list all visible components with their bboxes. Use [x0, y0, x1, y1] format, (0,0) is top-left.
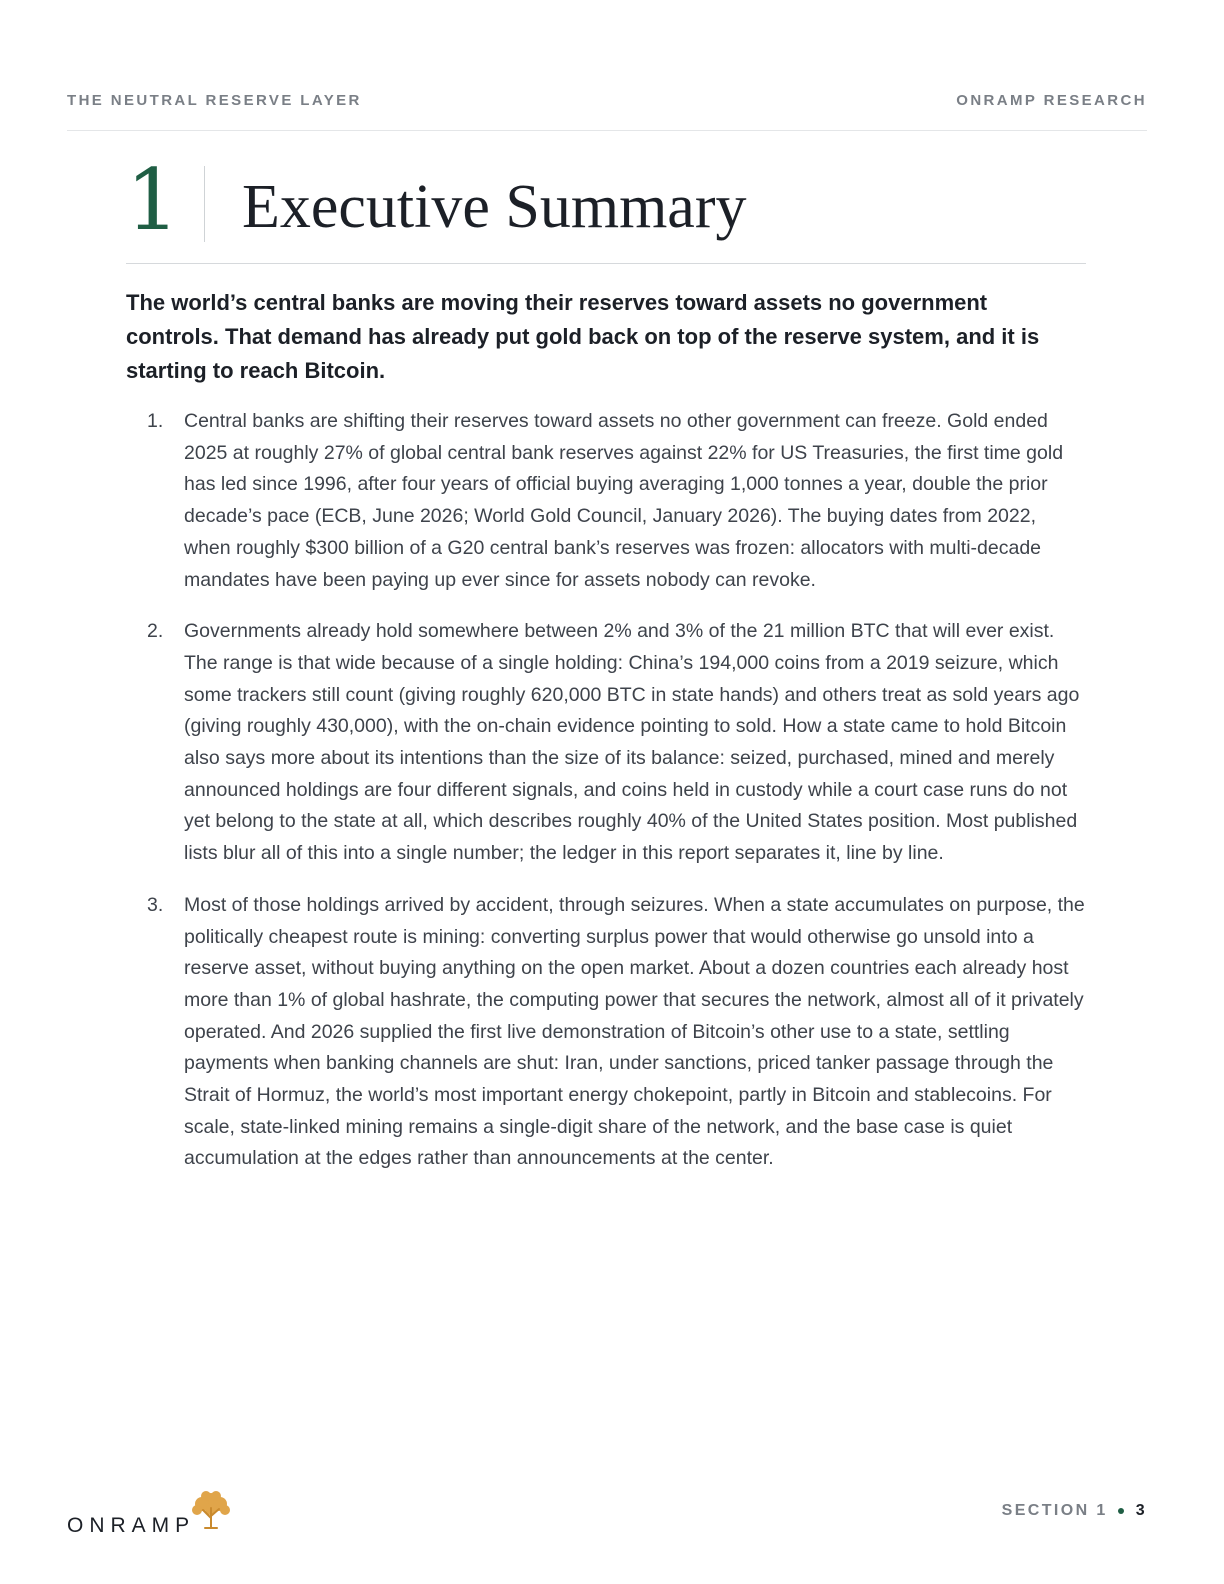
- publisher-name: ONRAMP RESEARCH: [956, 92, 1147, 109]
- running-header: [67, 92, 1147, 109]
- page-number: 3: [1135, 1502, 1147, 1519]
- list-item-number: 3.: [147, 893, 164, 916]
- page-footer: [1002, 1502, 1147, 1520]
- list-item-text: Most of those holdings arrived by accident, through seizures. When a state accumulates on purpose, the politically cheapest route is mining: converting surplus power that would otherwise go unsold into a reserve asset, without buying anything on the open market. About a dozen countries each already host more than 1% of global hashrate, the computing power that secures the network, almost all of it privately operated. And 2026 supplied the first live demonstration of Bitcoin’s other use to a state, settling payments when banking channels are shut: Iran, under sanctions, priced tanker passage through the Strait of Hormuz, the world’s most important energy chokepoint, partly in Bitcoin and stablecoins. For scale, state-linked mining remains a single-digit share of the network, and the base case is quiet accumulation at the edges rather than announcements at the center.: [184, 893, 1085, 1170]
- tree-icon: [189, 1490, 233, 1535]
- list-item: [126, 406, 1086, 596]
- section-heading: [126, 150, 1086, 262]
- section-title: Executive Summary: [242, 173, 747, 241]
- onramp-logo: [67, 1490, 233, 1539]
- header-divider: [67, 130, 1147, 131]
- list-item-text: Central banks are shifting their reserves toward assets no other government can freeze. Gold ended 2025 at roughly 27% of global central bank reserves against 22% for US Treasuries, the first time gold has led since 1996, after four years of official buying averaging 1,000 tonnes a year, double the prior decade’s pace (ECB, June 2026; World Gold Council, January 2026). The buying dates from 2022, when roughly $300 billion of a G20 central bank’s reserves was frozen: allocators with multi-decade mandates have been paying up ever since for assets nobody can revoke.: [184, 410, 1064, 591]
- document-title: THE NEUTRAL RESERVE LAYER: [67, 92, 362, 109]
- heading-divider: [204, 166, 205, 242]
- heading-rule: [126, 263, 1086, 264]
- summary-points: [126, 406, 1086, 1195]
- list-item: [126, 616, 1086, 870]
- bullet-dot-icon: [1118, 1508, 1124, 1514]
- section-label: SECTION 1: [1001, 1502, 1108, 1519]
- list-item-number: 2.: [147, 620, 164, 643]
- list-item-text: Governments already hold somewhere between 2% and 3% of the 21 million BTC that will ever exist. The range is that wide because of a single holding: China’s 194,000 coins from a 2019 seizure, which some trackers still count (giving roughly 620,000 BTC in state hands) and others treat as sold years ago (giving roughly 430,000), with the on-chain evidence pointing to sold. How a state came to hold Bitcoin also says more about its intentions than the size of its balance: seized, purchased, mined and merely announced holdings are four different signals, and coins held in custody while a court case runs do not yet belong to the state at all, which describes roughly 40% of the United States position. Most published lists blur all of this into a single number; the ledger in this report separates it, line by line.: [184, 620, 1080, 865]
- list-item-number: 1.: [147, 410, 164, 432]
- section-number: 1: [126, 151, 180, 249]
- list-item: [126, 890, 1086, 1175]
- lead-paragraph: The world’s central banks are moving their reserves toward assets no government controls. That demand has already put gold back on top of the reserve system, and it is starting to reach Bitcoin.: [126, 290, 1040, 383]
- logo-wordmark: ONRAMP: [67, 1514, 196, 1537]
